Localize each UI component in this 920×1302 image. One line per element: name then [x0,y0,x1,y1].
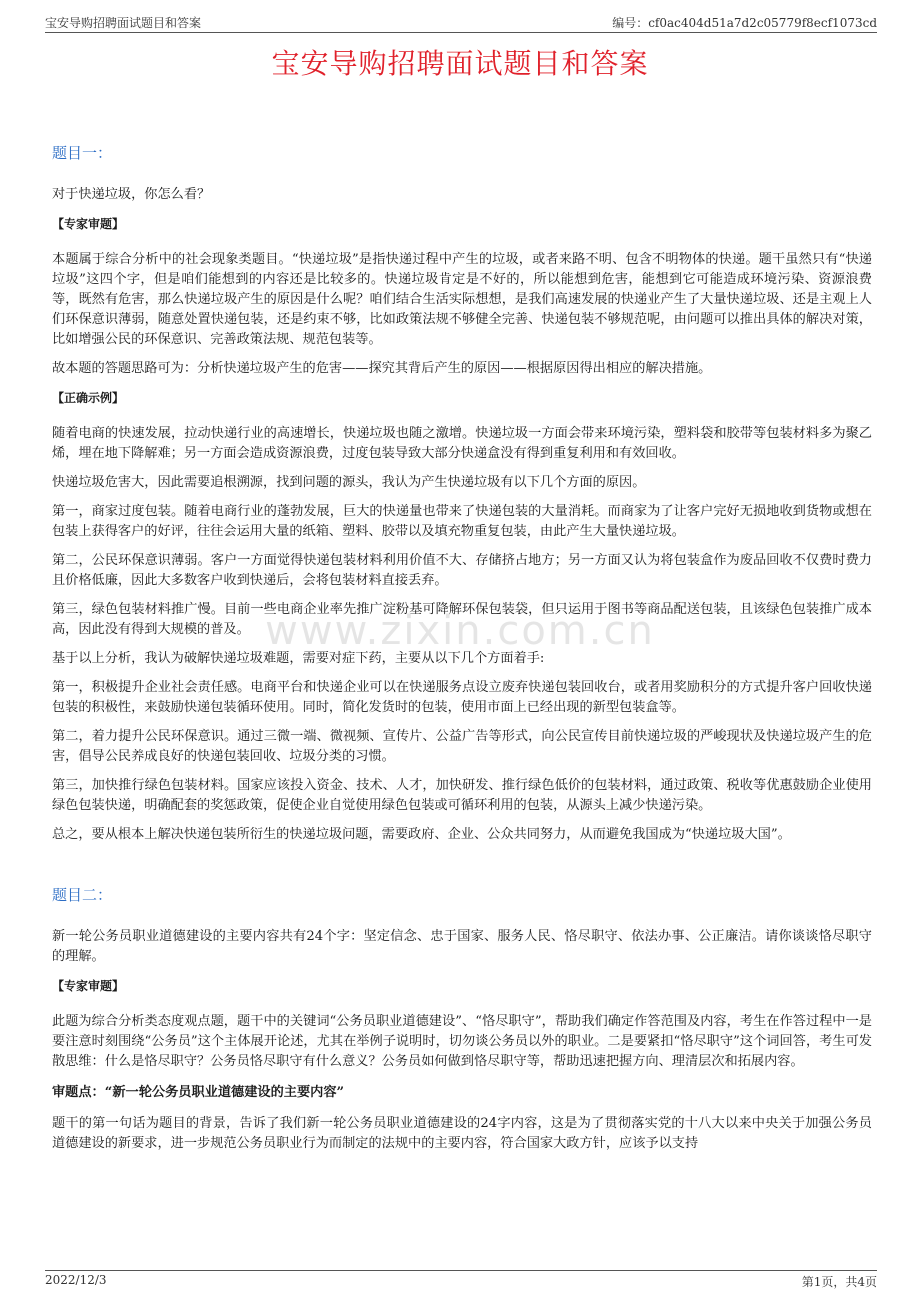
q1-example-paragraph: 随着电商的快速发展，拉动快递行业的高速增长，快递垃圾也随之激增。快递垃圾一方面会带来环境污染，塑料袋和胶带等包装材料多为聚乙烯，埋在地下降解难；另一方面会造成资源浪费，过度包装导致大部分快递盒没有得到重复利用和有效回收。 [52,426,872,461]
q1-review-paragraph: 本题属于综合分析中的社会现象类题目。“快递垃圾”是指快递过程中产生的垃圾，或者来路不明、包含不明物体的快递。题干虽然只有“快递垃圾”这四个字，但是咱们能想到的内容还是比较多的。快递垃圾肯定是不好的，所以能想到危害，能想到它可能造成环境污染、资源浪费等，既然有危害，那么快递垃圾产生的原因是什么呢？咱们结合生活实际想想，是我们高速发展的快递业产生了大量快递垃圾、还是主观上人们环保意识薄弱，随意处置快递包装，还是约束不够，比如政策法规不够健全完善、快递包装不够规范呢，由问题可以推出具体的解决对策，比如增强公民的环保意识、完善政策法规、规范包装等。 [52,252,872,347]
watermark: www.zixin.com.cn [265,608,655,654]
q1-heading: 题目一： [52,144,113,162]
document-body [52,142,872,1163]
page-header [45,14,877,33]
q1-example-tag: 【正确示例】 [52,391,125,405]
q2-question: 新一轮公务员职业道德建设的主要内容共有24个字：坚定信念、忠于国家、服务人民、恪尽职守、依法办事、公正廉洁。请你谈谈恪尽职守的理解。 [52,929,872,964]
document-title: 宝安导购招聘面试题目和答案 [271,47,649,80]
header-doc-id: 编号：cf0ac404d51a7d2c05779f8ecf1073cd [612,16,877,30]
q2-point-title: 审题点：“新一轮公务员职业道德建设的主要内容” [52,1085,345,1100]
footer-date: 2022/12/3 [45,1273,107,1287]
q1-example-paragraph: 总之，要从根本上解决快递包装所衍生的快递垃圾问题，需要政府、企业、公众共同努力，从而避免我国成为“快递垃圾大国”。 [52,827,791,842]
q1-example-paragraph: 第二，着力提升公民环保意识。通过三微一端、微视频、宣传片、公益广告等形式，向公民宣传目前快递垃圾的严峻现状及快递垃圾产生的危害，倡导公民养成良好的快递包装回收、垃圾分类的习惯。 [52,729,872,764]
header-doc-title: 宝安导购招聘面试题目和答案 [45,16,202,30]
footer-page-number: 第1页，共4页 [801,1275,877,1289]
q1-review-tag: 【专家审题】 [52,217,125,231]
q1-example-paragraph: 第三，加快推行绿色包装材料。国家应该投入资金、技术、人才，加快研发、推行绿色低价的包装材料，通过政策、税收等优惠鼓励企业使用绿色包装快递，明确配套的奖惩政策，促使企业自觉使用绿色包装或可循环利用的包装，从源头上减少快递污染。 [52,778,872,813]
q1-example-paragraph: 第二，公民环保意识薄弱。客户一方面觉得快递包装材料利用价值不大、存储挤占地方；另一方面又认为将包装盒作为废品回收不仅费时费力且价格低廉，因此大多数客户收到快递后，会将包装材料直接丢弃。 [52,553,872,588]
q1-review-paragraph: 故本题的答题思路可为：分析快递垃圾产生的危害——探究其背后产生的原因——根据原因得出相应的解决措施。 [52,361,712,376]
q2-review-tag: 【专家审题】 [52,979,125,993]
page-footer [45,1270,877,1289]
q1-example-paragraph: 第一，商家过度包装。随着电商行业的蓬勃发展，巨大的快递量也带来了快递包装的大量消耗。而商家为了让客户完好无损地收到货物或想在包装上获得客户的好评，往往会运用大量的纸箱、塑料、胶带以及填充物重复包装，由此产生大量快递垃圾。 [52,504,872,539]
q1-example-paragraph: 基于以上分析，我认为破解快递垃圾难题，需要对症下药，主要从以下几个方面着手: [52,651,545,666]
q1-example-paragraph: 快递垃圾危害大，因此需要追根溯源，找到问题的源头，我认为产生快递垃圾有以下几个方面的原因。 [52,475,646,490]
q2-point-text: 题干的第一句话为题目的背景，告诉了我们新一轮公务员职业道德建设的24字内容，这是为了贯彻落实党的十八大以来中央关于加强公务员道德建设的新要求，进一步规范公务员职业行为而制定的法规中的主要内容，符合国家大政方针，应该予以支持 [52,1116,872,1151]
q1-question: 对于快递垃圾，你怎么看？ [52,187,211,202]
q1-example-paragraph: 第三，绿色包装材料推广慢。目前一些电商企业率先推广淀粉基可降解环保包装袋，但只运用于图书等商品配送包装，且该绿色包装推广成本高，因此没有得到大规模的普及。 [52,602,872,637]
q2-review-paragraph: 此题为综合分析类态度观点题，题干中的关键词“公务员职业道德建设”、“恪尽职守”，帮助我们确定作答范围及内容，考生在作答过程中一是要注意时刻围绕“公务员”这个主体展开论述，尤其在举例子说明时，切勿谈公务员以外的职业。二是要紧扣“恪尽职守”这个词回答，考生可发散思维：什么是恪尽职守？公务员恪尽职守有什么意义？公务员如何做到恪尽职守等，帮助迅速把握方向、理清层次和拓展内容。 [52,1014,872,1069]
q1-example-paragraph: 第一，积极提升企业社会责任感。电商平台和快递企业可以在快递服务点设立废弃快递包装回收台，或者用奖励积分的方式提升客户回收快递包装的积极性，来鼓励快递包装循环使用。同时，简化发货时的包装，使用市面上已经出现的新型包装盒等。 [52,680,872,715]
q2-heading: 题目二： [52,886,113,904]
